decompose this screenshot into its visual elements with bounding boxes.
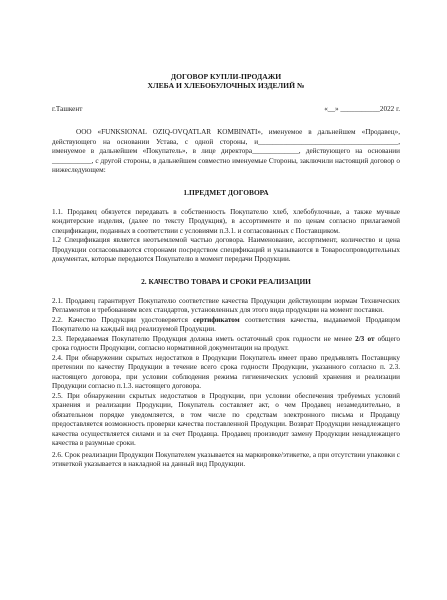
- section-1-heading: 1.ПРЕДМЕТ ДОГОВОРА: [183, 187, 269, 197]
- intro-paragraph: ООО «FUNKSIONAL OZIQ-OVQATLAR KOMBINATI», именуемое в дальнейшем «Продавец», действующего на основании Устава, с одной стороны, и_______________________________________, именуемое в дальнейшем «Покупатель», в лице директора_____________, действующего на основании ___________, с другой стороны, в дальнейшем совместно именуемые Стороны, заключили настоящий договор о нижеследующем:: [52, 128, 400, 175]
- clause-2-2-text-b: соответствия качества, выдаваемой Продавцом Покупателю на каждый вид реализуемой Продукции.: [52, 315, 400, 333]
- clause-2-4: 2.4. При обнаружении скрытых недостатков в Продукции Покупатель имеет право предъявлять Поставщику претензии по качеству Продукции в течение всего срока годности Продукции, указанного согласно п. 2.3. настоящего договора, при условии соблюдения режима гигиенических условий хранения и реализации Продукции согласно п.1.3. настоящего договора.: [52, 353, 400, 390]
- clause-2-2-text-a: 2.2. Качество Продукции удостоверяется: [52, 315, 194, 324]
- city: г.Ташкент: [52, 104, 83, 113]
- title-line-1: ДОГОВОР КУПЛИ-ПРОДАЖИ: [170, 72, 282, 81]
- clause-2-5: 2.5. При обнаружении скрытых недостатков в Продукции, при условии обеспечения требуемых условий хранения и реализации Продукции, Покупатель составляет акт, о чем Продавец незамедлительно, в обязательном порядке уведомляется, в том числе по средствам электронного письма и Продавцу предоставляется возможность проверки качества поставленной Продукции. Возврат Продукции ненадлежащего качества осуществляется силами и за счет Продавца. Продавец производит замену Продукции ненадлежащего качества в разумные сроки.: [52, 391, 400, 447]
- clause-2-3-text-a: 2.3. Передаваемая Покупателю Продукция должна иметь остаточный срок годности не менее: [52, 334, 356, 343]
- document-title: [52, 72, 400, 91]
- clause-2-6: 2.6. Срок реализации Продукции Покупателем указывается на маркировке/этикетке, а при отсутствии упаковки с этикеткой указывается в накладной на данный вид Продукции.: [52, 450, 400, 468]
- title-line-2: ХЛЕБА И ХЛЕБОБУЛОЧНЫХ ИЗДЕЛИЙ №: [147, 81, 305, 91]
- clause-2-3-bold: 2/3 от: [355, 334, 375, 343]
- clause-2-3-text-b: общего срока годности Продукции, согласно нормативной документации на продукт.: [52, 334, 400, 352]
- clause-2-3: [52, 335, 400, 354]
- contract-date: «__» ___________2022 г.: [324, 104, 400, 113]
- place-date-row: [52, 105, 400, 115]
- clause-2-2-bold: сертификатом: [193, 315, 240, 324]
- clause-2-2: [52, 316, 400, 335]
- clause-1-1: 1.1. Продавец обязуется передавать в собственность Покупателю хлеб, хлебобулочные, а также мучные кондитерские изделия, (далее по тексту Продукция), в ассортименте и по ценам согласно прилагаемой спецификации, поданных в соответствии с условиями п.3.1. и согласованных с Поставщиком.: [52, 207, 400, 235]
- clause-1-2: 1.2 Спецификация является неотъемлемой частью договора. Наименование, ассортимент, количество и цена Продукции согласовываются сторонами посредством спецификаций и указываются в Товаросопроводительных документах, которые передаются Покупателю в момент передачи Продукции.: [52, 236, 400, 264]
- clause-2-1: 2.1. Продавец гарантирует Покупателю соответствие качества Продукции действующим нормам Технических Регламентов и требованиям всех стандартов, установленных для этого вида продукции на момент поставки.: [52, 296, 400, 314]
- section-2-heading: 2. КАЧЕСТВО ТОВАРА И СРОКИ РЕАЛИЗАЦИИ: [141, 276, 311, 286]
